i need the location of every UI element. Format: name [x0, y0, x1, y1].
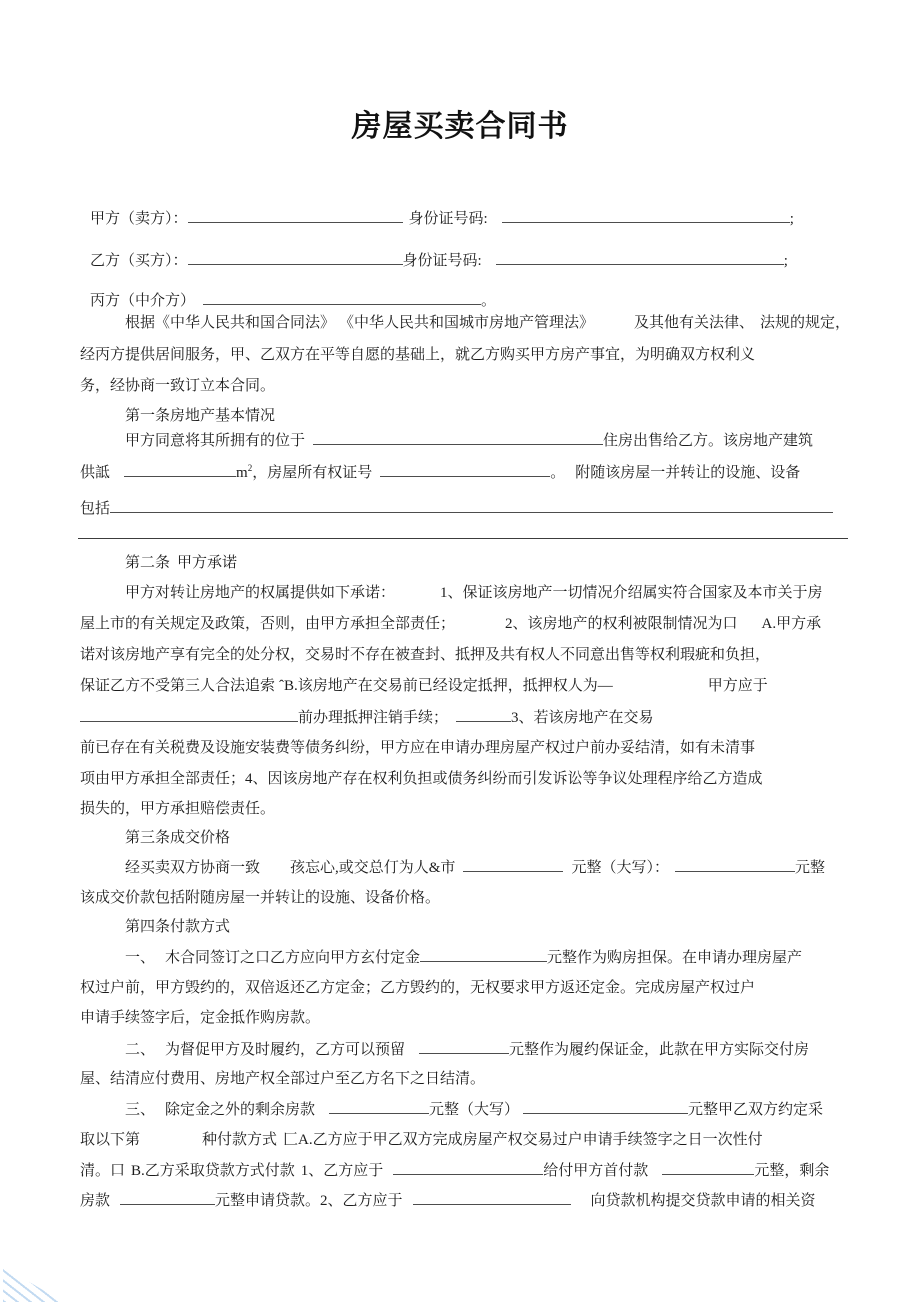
text-run: 元整甲乙双方约定采: [688, 1102, 824, 1118]
text-run: 2、该房地产的权利被限制情况为口: [505, 616, 738, 632]
text-run: m: [236, 465, 248, 481]
doc-line: [80, 1069, 485, 1089]
text-run: 除定金之外的剩余房款: [165, 1102, 316, 1118]
doc-line: [80, 1190, 816, 1210]
spacer: [488, 222, 502, 223]
text-run: 包括: [80, 501, 111, 517]
doc-line: [125, 917, 230, 937]
contract-title: 房屋买卖合同书: [351, 110, 569, 143]
blank-field: [463, 857, 563, 872]
doc-line: [125, 1039, 809, 1059]
blank-field: [329, 1099, 429, 1114]
text-run: 三、: [125, 1102, 156, 1118]
text-run: 丙方（中介方）: [90, 293, 196, 309]
doc-line: [80, 676, 768, 696]
blank-field: [496, 250, 784, 265]
text-run: 及其他有关法律、: [634, 315, 755, 331]
doc-line: [80, 1160, 829, 1180]
text-run: 甲方（卖方）：: [90, 211, 188, 227]
doc-line: [80, 978, 755, 998]
doc-line: [125, 1099, 823, 1119]
doc-line: [90, 250, 788, 270]
text-run: 屋上市的有关规定及政策，否则，由甲方承担全部责任；: [80, 616, 456, 632]
blank-field: [662, 1160, 754, 1175]
doc-line: [125, 828, 230, 848]
spacer: [613, 689, 708, 690]
doc-line: [90, 290, 496, 310]
text-run: 1、保证该房地产一切情况介绍属实符合国家及本市关于房: [440, 585, 823, 601]
text-run: 前办理抵押注销手续；: [298, 710, 449, 726]
spacer: [405, 1053, 419, 1054]
blank-field: [313, 430, 603, 445]
text-run: 。: [481, 293, 497, 309]
spacer: [594, 326, 634, 327]
blank-field: [675, 857, 795, 872]
spacer: [372, 476, 380, 477]
text-run: 给付甲方首付款: [543, 1163, 649, 1179]
section-divider: [78, 538, 848, 539]
text-run: 清。口: [80, 1163, 126, 1179]
doc-line: [90, 208, 794, 228]
text-run: 屋、结清应付费用、房地产权全部过户至乙方名下之日结清。: [80, 1071, 486, 1087]
text-run: 元整，剩余: [754, 1163, 830, 1179]
doc-line: [80, 1008, 320, 1028]
spacer: [155, 961, 165, 962]
spacer: [170, 566, 177, 567]
text-run: 根据《中华人民共和国合同法》: [125, 315, 336, 331]
blank-field: [420, 947, 547, 962]
text-run: 务，经协商一致订立本合同。: [80, 378, 276, 394]
text-run: 元整申请贷款。2、乙方应于: [215, 1193, 403, 1209]
text-run: 元整（大写）：: [571, 860, 669, 876]
spacer: [482, 264, 496, 265]
text-run: ;: [783, 253, 788, 269]
doc-line: [125, 583, 823, 603]
text-run: 第一条房地产基本情况: [125, 408, 276, 424]
text-run: 权过户前，甲方毁约的，双倍返还乙方定金；乙方毁约的，无权要求甲方返还定金。完成房屋产权过户: [80, 980, 756, 996]
blank-field: [393, 1160, 543, 1175]
spacer: [455, 627, 505, 628]
doc-line: [125, 857, 825, 877]
text-run: B.乙方采取贷款方式付款: [131, 1163, 295, 1179]
text-run: A.甲方承: [761, 616, 822, 632]
doc-line: [80, 498, 833, 518]
blank-field: [413, 1190, 571, 1205]
text-run: 法规的规定，: [760, 315, 851, 331]
blank-field: [124, 462, 236, 477]
doc-line: [80, 799, 275, 819]
blank-field: [456, 707, 511, 722]
spacer: [140, 1143, 202, 1144]
text-run: 元整: [794, 860, 825, 876]
text-run: 取以下第: [80, 1132, 141, 1148]
doc-line: [80, 769, 763, 789]
text-run: 二、: [125, 1042, 156, 1058]
text-run: 住房出售给乙方。该房地产建筑: [603, 433, 814, 449]
doc-line: [80, 462, 800, 482]
spacer: [565, 476, 575, 477]
text-run: 1、乙方应于: [300, 1163, 384, 1179]
text-run: 甲方应于: [707, 678, 768, 694]
spacer: [383, 1174, 393, 1175]
text-run: 申请手续签字后，定金抵作购房款。: [80, 1010, 321, 1026]
text-run: 元整作为购房担保。在申请办理房屋产: [547, 950, 803, 966]
doc-line: [125, 553, 237, 573]
blank-field: [502, 208, 790, 223]
spacer: [195, 304, 203, 305]
text-run: 。: [550, 465, 566, 481]
text-run: 该成交价款包括附随房屋一并转让的设施、设备价格。: [80, 890, 441, 906]
text-run: 《中华人民共和国城市房地产管理法》: [339, 315, 595, 331]
spacer: [571, 1204, 591, 1205]
text-run: 第三条成交价格: [125, 830, 231, 846]
corner-scribble: [3, 1260, 63, 1302]
doc-line: [80, 645, 770, 665]
blank-field: [80, 707, 298, 722]
spacer: [455, 871, 463, 872]
text-run: 诺对该房地产享有完全的处分权，交易时不存在被查封、抵押及共有权人不同意出售等权利瑕疵和负担，: [80, 647, 771, 663]
text-run: 甲方承诺: [177, 555, 238, 571]
spacer: [110, 476, 124, 477]
doc-line: [125, 947, 802, 967]
spacer: [155, 1113, 165, 1114]
doc-line: [80, 1130, 763, 1150]
doc-line: [80, 707, 654, 727]
doc-line: [80, 376, 275, 396]
text-run: 元整（大写）: [429, 1102, 520, 1118]
text-run: 第二条: [125, 555, 171, 571]
spacer: [110, 1204, 120, 1205]
text-run: 元整作为履约保证金，此款在甲方实际交付房: [509, 1042, 810, 1058]
superscript: 2: [247, 463, 253, 473]
text-run: 木合同签订之口乙方应向甲方玄付定金: [165, 950, 421, 966]
text-run: 孩忘心,或交总仃为人&市: [290, 860, 456, 876]
blank-field: [120, 1190, 215, 1205]
spacer: [403, 1204, 413, 1205]
blank-field: [188, 250, 403, 265]
text-run: 经丙方提供居间服务，甲、乙双方在平等自愿的基础上，就乙方购买甲方房产事宜，为明确双方权利义: [80, 347, 756, 363]
text-run: 匚A.乙方应于甲乙双方完成房屋产权交易过户申请手续签字之日一次性付: [283, 1132, 763, 1148]
text-run: 损失的，甲方承担赔偿责任。: [80, 801, 276, 817]
blank-field: [419, 1039, 509, 1054]
spacer: [738, 627, 762, 628]
text-run: 种付款方式: [202, 1132, 278, 1148]
text-run: 为督促甲方及时履约，乙方可以预留: [165, 1042, 406, 1058]
blank-field: [380, 462, 550, 477]
text-run: 保证乙方不受第三人合法追索: [80, 678, 276, 694]
doc-line: [80, 888, 440, 908]
spacer: [305, 444, 313, 445]
blank-field: [523, 1099, 688, 1114]
text-run: 向贷款机构提交贷款申请的相关资: [590, 1193, 816, 1209]
spacer: [315, 1113, 329, 1114]
doc-line: [80, 614, 821, 634]
spacer: [155, 1053, 165, 1054]
text-run: ;: [789, 211, 794, 227]
text-run: 3、若该房地产在交易: [511, 710, 654, 726]
spacer: [648, 1174, 662, 1175]
text-run: 项由甲方承担全部责任；4、因该房地产存在权利负担或债务纠纷而引发诉讼等争议处理程序给乙方造成: [80, 771, 763, 787]
text-run: 经买卖双方协商一致: [125, 860, 261, 876]
text-run: ，房屋所有权证号: [252, 465, 373, 481]
text-run: 第四条付款方式: [125, 919, 231, 935]
text-run: 身份证号码:: [402, 253, 482, 269]
spacer: [260, 871, 290, 872]
doc-line: [80, 345, 755, 365]
text-run: 附随该房屋一并转让的设施、设备: [575, 465, 801, 481]
text-run: 身份证号码:: [408, 211, 488, 227]
text-run: 前已存在有关税费及设施安装费等债务纠纷，甲方应在申请办理房屋产权过户前办妥结清，如有未清事: [80, 740, 756, 756]
doc-line: [125, 313, 850, 333]
blank-field: [203, 290, 481, 305]
text-run: 供詆: [80, 465, 111, 481]
text-run: ˆB.该房地产在交易前已经设定抵押，抵押权人为—: [279, 678, 613, 694]
spacer: [448, 721, 456, 722]
spacer: [395, 596, 440, 597]
doc-line: [125, 430, 813, 450]
blank-field: [110, 498, 833, 513]
blank-field: [188, 208, 403, 223]
text-run: 一、: [125, 950, 156, 966]
text-run: 甲方对转让房地产的权属提供如下承诺：: [125, 585, 396, 601]
text-run: 甲方同意将其所拥有的位于: [125, 433, 306, 449]
doc-line: [125, 406, 275, 426]
text-run: 乙方（买方）：: [90, 253, 188, 269]
doc-line: [80, 738, 755, 758]
text-run: 房款: [80, 1193, 111, 1209]
